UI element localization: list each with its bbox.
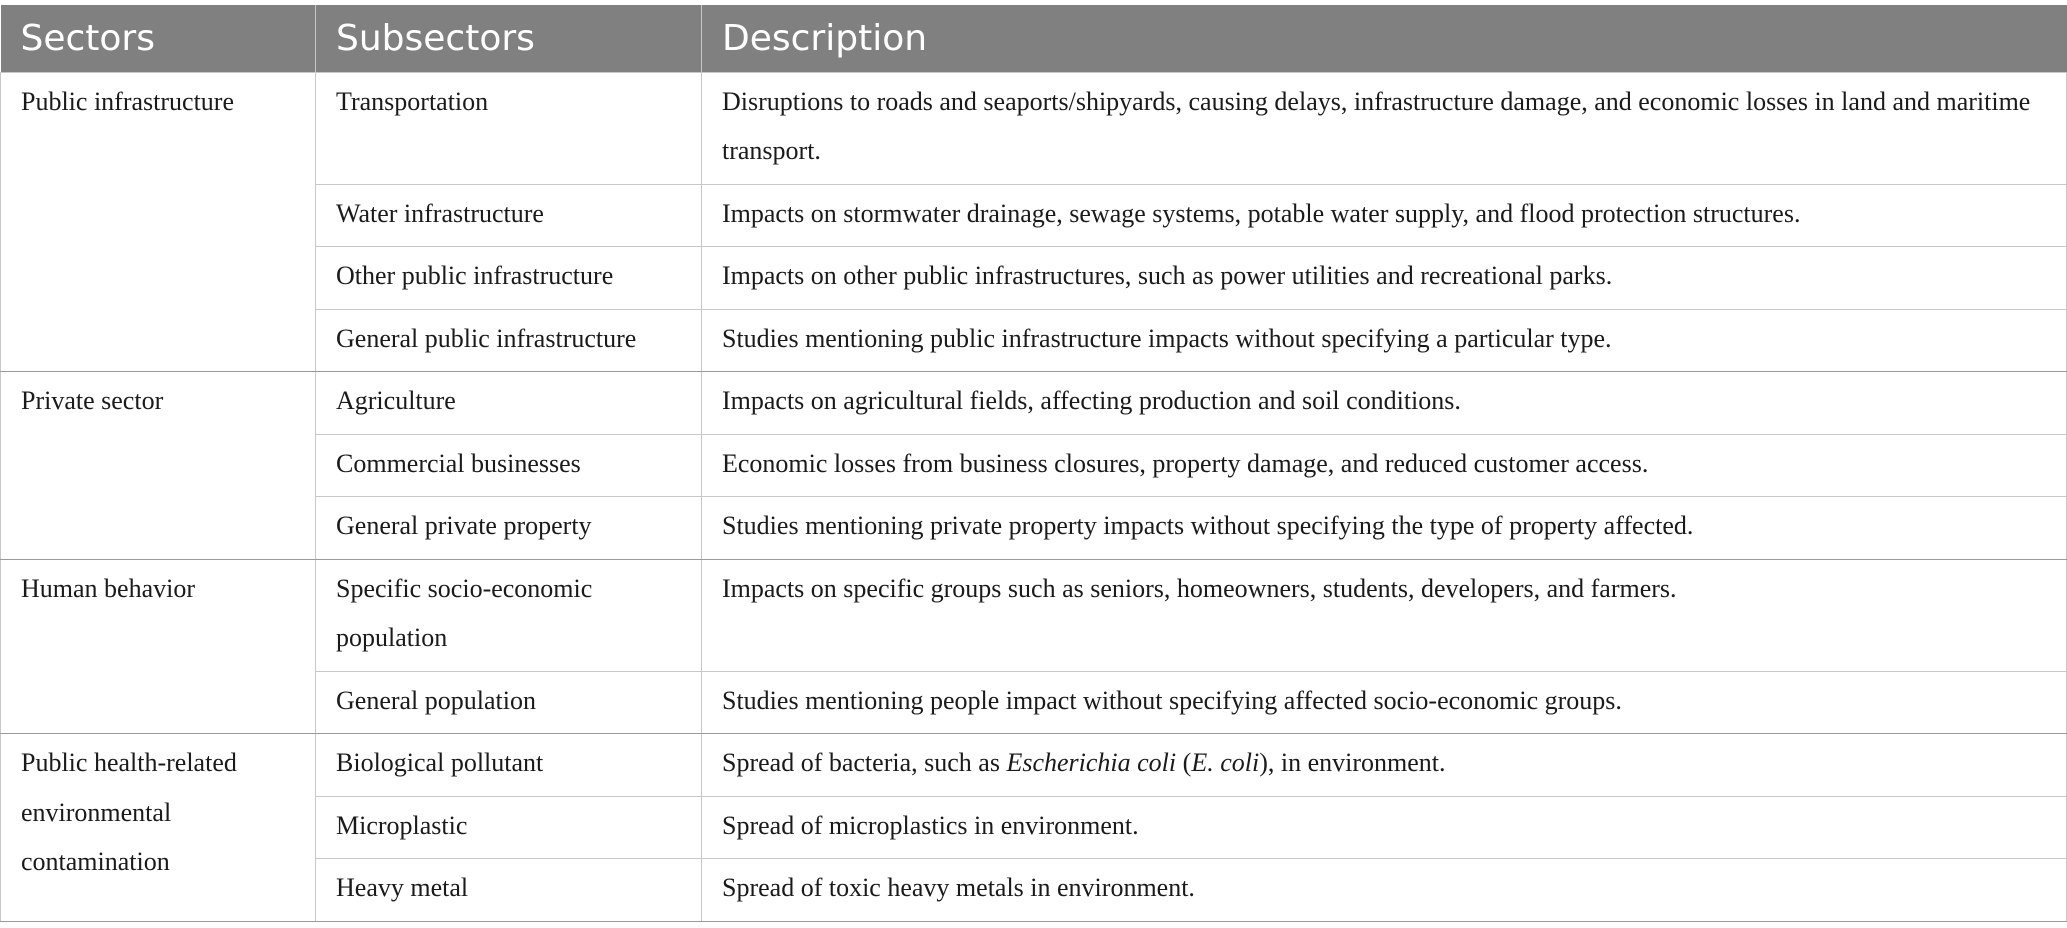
- subsector-cell: General public infrastructure: [316, 309, 702, 372]
- description-text: (: [1176, 748, 1192, 777]
- table-body: [1, 72, 2067, 921]
- subsector-cell: Specific socio-economic population: [316, 559, 702, 671]
- description-cell: Studies mentioning people impact without specifying affected socio-economic groups.: [702, 671, 2067, 734]
- description-cell: Disruptions to roads and seaports/shipyards, causing delays, infrastructure damage, and economic losses in land and maritime transport.: [702, 72, 2067, 184]
- header-description: Description: [702, 5, 2067, 72]
- description-cell: Impacts on specific groups such as seniors, homeowners, students, developers, and farmers.: [702, 559, 2067, 671]
- description-text: Spread of bacteria, such as: [722, 748, 1007, 777]
- description-cell: Studies mentioning public infrastructure impacts without specifying a particular type.: [702, 309, 2067, 372]
- table-header: [1, 5, 2067, 72]
- subsector-cell: Water infrastructure: [316, 184, 702, 247]
- header-subsectors: Subsectors: [316, 5, 702, 72]
- sector-cell: Public health-related environmental contamination: [1, 734, 316, 922]
- subsector-cell: Biological pollutant: [316, 734, 702, 797]
- description-text: ), in environment.: [1259, 748, 1446, 777]
- subsector-cell: Agriculture: [316, 372, 702, 435]
- table-row: [1, 734, 2067, 797]
- description-cell: Impacts on stormwater drainage, sewage systems, potable water supply, and flood protection structures.: [702, 184, 2067, 247]
- subsector-cell: Heavy metal: [316, 859, 702, 922]
- table-row: [1, 559, 2067, 671]
- table-row: [1, 72, 2067, 184]
- description-cell: Spread of toxic heavy metals in environment.: [702, 859, 2067, 922]
- subsector-cell: General population: [316, 671, 702, 734]
- description-cell: Spread of microplastics in environment.: [702, 796, 2067, 859]
- table-row: [1, 372, 2067, 435]
- species-name-italic: Escherichia coli: [1006, 748, 1177, 777]
- subsector-cell: General private property: [316, 497, 702, 560]
- sector-cell: Human behavior: [1, 559, 316, 734]
- description-cell: [702, 734, 2067, 797]
- subsector-cell: Transportation: [316, 72, 702, 184]
- description-cell: Economic losses from business closures, property damage, and reduced customer access.: [702, 434, 2067, 497]
- data-table-container: [0, 5, 2066, 922]
- description-cell: Impacts on other public infrastructures, such as power utilities and recreational parks.: [702, 247, 2067, 310]
- subsector-cell: Microplastic: [316, 796, 702, 859]
- sector-cell: Public infrastructure: [1, 72, 316, 372]
- subsector-cell: Other public infrastructure: [316, 247, 702, 310]
- subsector-cell: Commercial businesses: [316, 434, 702, 497]
- sectors-table: [0, 5, 2067, 922]
- header-row: [1, 5, 2067, 72]
- header-sectors: Sectors: [1, 5, 316, 72]
- sector-cell: Private sector: [1, 372, 316, 560]
- description-cell: Studies mentioning private property impacts without specifying the type of property affected.: [702, 497, 2067, 560]
- species-abbrev-italic: E. coli: [1191, 748, 1260, 777]
- description-cell: Impacts on agricultural fields, affecting production and soil conditions.: [702, 372, 2067, 435]
